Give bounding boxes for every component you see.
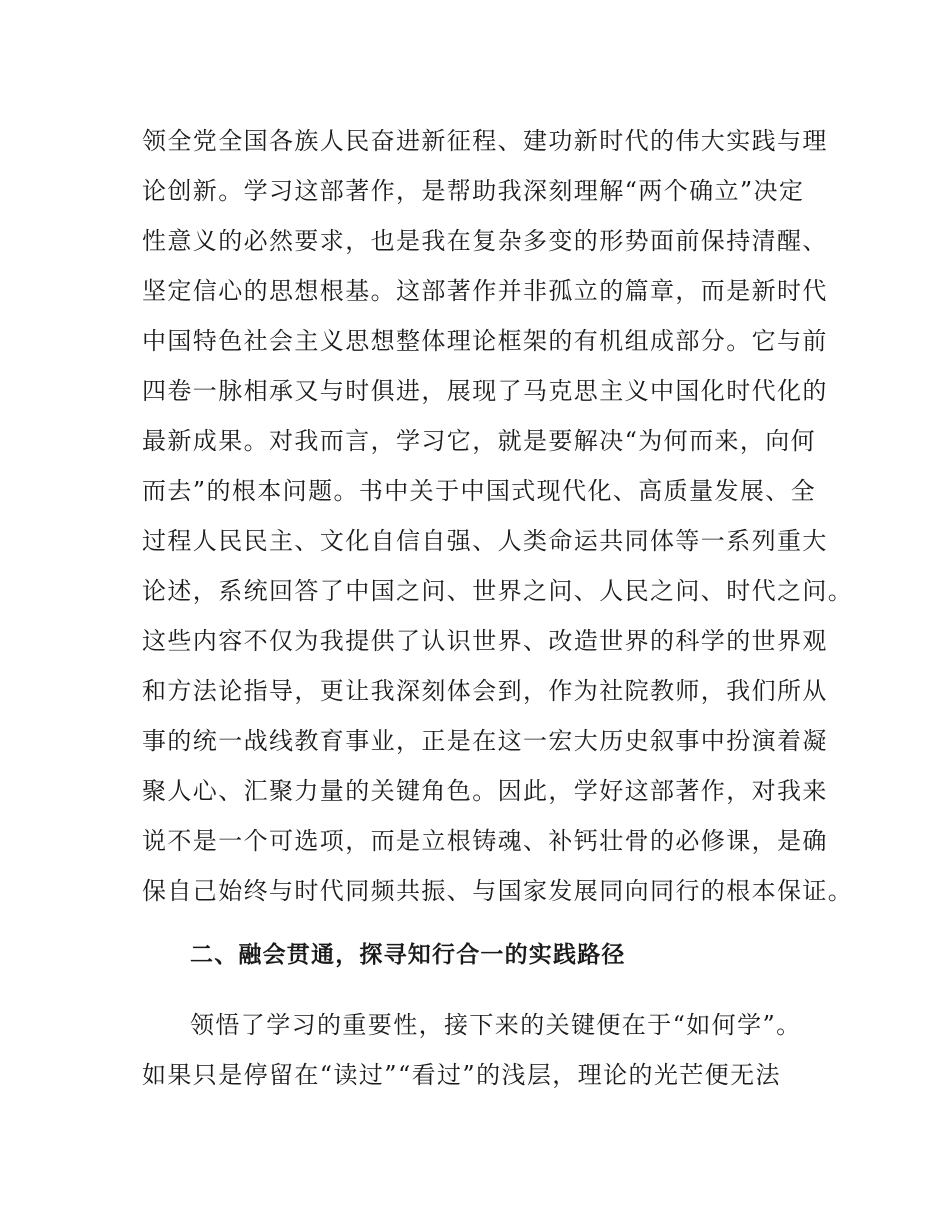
paragraph-line: 过程人民民主、文化自信自强、人类命运共同体等一系列重大 xyxy=(142,527,828,555)
paragraph-line: 而去”的根本问题。书中关于中国式现代化、高质量发展、全 xyxy=(142,477,817,505)
paragraph-line: 论创新。学习这部著作，是帮助我深刻理解“两个确立”决定 xyxy=(142,177,805,205)
paragraph-line: 事的统一战线教育事业，正是在这一宏大历史叙事中扮演着凝 xyxy=(142,727,828,755)
paragraph-line: 领全党全国各族人民奋进新征程、建功新时代的伟大实践与理 xyxy=(142,127,828,155)
paragraph-line: 坚定信心的思想根基。这部著作并非孤立的篇章，而是新时代 xyxy=(142,277,828,305)
section-heading: 二、融会贯通，探寻知行合一的实践路径 xyxy=(190,942,626,968)
paragraph-line: 聚人心、汇聚力量的关键角色。因此，学好这部著作，对我来 xyxy=(142,777,828,805)
paragraph-line: 保自己始终与时代同频共振、与国家发展同向同行的根本保证。 xyxy=(142,877,854,905)
paragraph-line: 性意义的必然要求，也是我在复杂多变的形势面前保持清醒、 xyxy=(142,227,828,255)
paragraph-line: 这些内容不仅为我提供了认识世界、改造世界的科学的世界观 xyxy=(142,627,828,655)
paragraph-line: 中国特色社会主义思想整体理论框架的有机组成部分。它与前 xyxy=(142,327,828,355)
paragraph-line: 如果只是停留在“读过”“看过”的浅层，理论的光芒便无法 xyxy=(142,1061,781,1089)
paragraph-line: 领悟了学习的重要性，接下来的关键便在于“如何学”。 xyxy=(190,1011,802,1039)
paragraph-line: 说不是一个可选项，而是立根铸魂、补钙壮骨的必修课，是确 xyxy=(142,827,828,855)
paragraph-line: 和方法论指导，更让我深刻体会到，作为社院教师，我们所从 xyxy=(142,677,828,705)
paragraph-line: 论述，系统回答了中国之问、世界之问、人民之问、时代之问。 xyxy=(142,577,854,605)
paragraph-line: 四卷一脉相承又与时俱进，展现了马克思主义中国化时代化的 xyxy=(142,377,828,405)
paragraph-line: 最新成果。对我而言，学习它，就是要解决“为何而来，向何 xyxy=(142,427,817,455)
